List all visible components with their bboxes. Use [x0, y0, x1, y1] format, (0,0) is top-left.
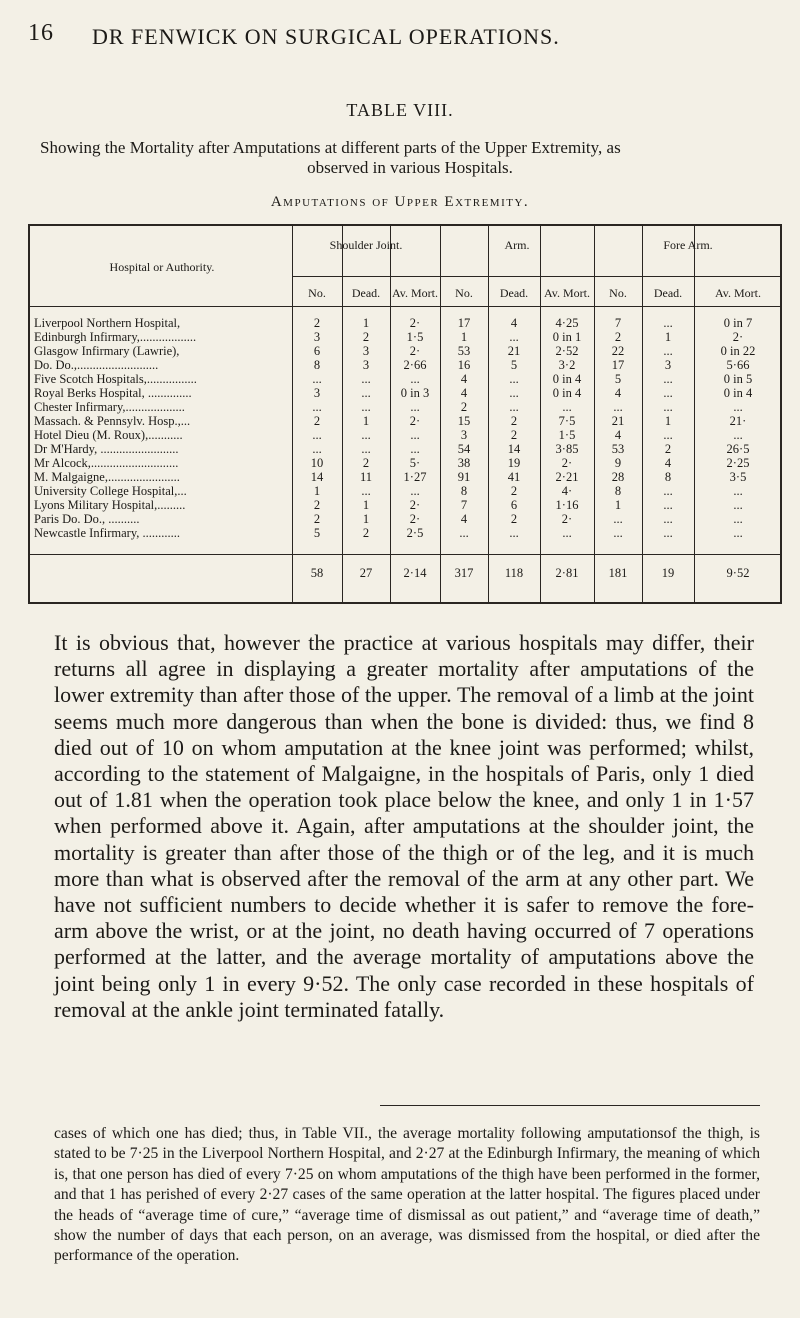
table-cell: ...	[361, 386, 371, 400]
hospital-name: Dr M'Hardy, .........................	[34, 442, 179, 456]
table-cell: 54	[457, 442, 471, 456]
table-cell: 7	[614, 316, 622, 330]
header-shoulder-joint: Shoulder Joint.	[329, 238, 403, 252]
table-cell: 4	[460, 386, 468, 400]
table-cell: 2	[313, 512, 321, 526]
table-cell: 5	[313, 526, 321, 540]
table-cell: ...	[613, 400, 623, 414]
table-cell: 10	[310, 456, 324, 470]
table-cell: 11	[359, 470, 373, 484]
total-cell: 2·81	[555, 566, 579, 580]
table-cell: 53	[457, 344, 471, 358]
table-cell: 5	[614, 372, 622, 386]
table-cell: 4	[460, 512, 468, 526]
table-cell: 22	[611, 344, 625, 358]
table-cell: ...	[663, 344, 673, 358]
table-hline	[30, 306, 780, 307]
table-subtitle: Amputations of Upper Extremity.	[270, 194, 530, 210]
hospital-name: Newcastle Infirmary, ............	[34, 526, 181, 540]
hospital-name: Do. Do.,..........................	[34, 358, 159, 372]
hospital-name: M. Malgaigne,.......................	[34, 470, 180, 484]
header-arm: Arm.	[504, 238, 530, 252]
table-cell: 14	[507, 442, 521, 456]
col-shoulder-avmort	[390, 316, 440, 540]
page-header	[28, 20, 780, 60]
table-cell: 4	[460, 372, 468, 386]
table-cell: 3	[362, 344, 370, 358]
table-cell: ...	[509, 526, 519, 540]
total-cell: 317	[454, 566, 474, 580]
hospital-name: Massach. & Pennsylv. Hosp.,...	[34, 414, 191, 428]
hospital-name: Edinburgh Infirmary,..................	[34, 330, 197, 344]
subheader-av-mort: Av. Mort.	[715, 286, 761, 300]
table-cell: 3·85	[555, 442, 579, 456]
table-cell: ...	[459, 526, 469, 540]
table-cell: 7·5	[558, 414, 576, 428]
table-cell: 2	[510, 428, 518, 442]
col-forearm-dead	[642, 316, 694, 540]
table-cell: 2	[313, 316, 321, 330]
table-cell: ...	[663, 428, 673, 442]
table-cell: ...	[410, 442, 420, 456]
table-cell: 3·5	[729, 470, 747, 484]
table-cell: 1·16	[555, 498, 579, 512]
table-cell: 4	[614, 386, 622, 400]
table-cell: 2·	[409, 344, 421, 358]
table-cell: 2·	[561, 456, 573, 470]
table-cell: 1·5	[558, 428, 576, 442]
table-cell: ...	[613, 512, 623, 526]
page-number: 16	[28, 20, 54, 46]
col-shoulder-no	[292, 316, 342, 540]
table-cell: 2	[614, 330, 622, 344]
total-cell: 19	[661, 566, 675, 580]
body-paragraph: It is obvious that, however the practice at various hospitals may differ, their returns all agree in displaying a greater mortality after amputations of the lower extremity than after those of the upper. The removal of a limb at the joint seems much more dangerous than when the bone is divided: thus, we find 8 died out of 10 on whom amputation at the knee joint was performed; whilst, according to the statement of Malgaigne, in the hospitals of Paris, only 1 died out of 1.81 when the operation took place below the knee, and only 1 in 1·57 when performed above it. Again, after amputations at the shoulder joint, the mortality is greater than after those of the thigh or of the leg, and it is much more than what is observed after the removal of the arm at any other part. We have not sufficient numbers to decide whether it is safer to remove the fore-arm above the wrist, or at the joint, no death having occurred of 7 operations performed at the latter, and the average mortality of amputations above the joint being only 1 in every 9·52. The only case recorded in these hospitals of removal at the ankle joint terminated fatally.	[54, 630, 754, 1022]
table-cell: 1·27	[403, 470, 427, 484]
header-hospital: Hospital or Authority.	[109, 260, 215, 274]
total-cell: 181	[608, 566, 628, 580]
table-cell: ...	[509, 386, 519, 400]
table-cell: ...	[663, 386, 673, 400]
table-cell: ...	[312, 372, 322, 386]
table-cell: 0 in 1	[552, 330, 582, 344]
table-cell: 1	[664, 330, 672, 344]
table-cell: ...	[733, 484, 743, 498]
table-cell: 8	[614, 484, 622, 498]
total-cell: 58	[310, 566, 324, 580]
table-cell: 1	[362, 316, 370, 330]
table-cell: ...	[361, 400, 371, 414]
table-cell: 2·	[732, 330, 744, 344]
hospital-name: Hotel Dieu (M. Roux),...........	[34, 428, 183, 442]
table-cell: ...	[733, 400, 743, 414]
subheader-av-mort: Av. Mort.	[392, 286, 438, 300]
table-cell: ...	[663, 484, 673, 498]
table-cell: ...	[663, 400, 673, 414]
table-cell: 0 in 3	[400, 386, 430, 400]
col-arm-dead	[488, 316, 540, 540]
table-cell: 21	[611, 414, 625, 428]
footnote-paragraph: cases of which one has died; thus, in Table VII., the average mortality following amputationsof the thigh, is stated to be 7·25 in the Liverpool Northern Hospital, and 2·27 at the Edinburgh Infirmary, the meaning of which is, that one person has died of every 7·25 on whom amputations of the thigh have been performed in the former, and that 1 has perished of every 2·27 cases of the same operation at the latter hospital. The figures placed under the heads of “average time of cure,” “average time of dismissal as out patient,” and “average time of death,” show the number of days that each person, on an average, was dismissed from the hospital, or died after the performance of the operation.	[54, 1125, 760, 1265]
table-cell: ...	[312, 428, 322, 442]
subheader-no: No.	[455, 286, 473, 300]
col-forearm-avmort	[694, 316, 782, 540]
table-cell: 14	[310, 470, 324, 484]
table-cell: 2·52	[555, 344, 579, 358]
table-cell: 5·	[409, 456, 421, 470]
table-cell: 2	[664, 442, 672, 456]
table-cell: 91	[457, 470, 471, 484]
table-cell: 4	[510, 316, 518, 330]
table-cell: ...	[509, 330, 519, 344]
table-cell: ...	[361, 484, 371, 498]
running-head: DR FENWICK ON SURGICAL OPERATIONS.	[92, 24, 560, 49]
table-cell: ...	[663, 512, 673, 526]
table-cell: ...	[663, 316, 673, 330]
table-cell: 1	[362, 414, 370, 428]
table-cell: 28	[611, 470, 625, 484]
table-cell: 2·	[409, 414, 421, 428]
table-cell: ...	[733, 526, 743, 540]
table-cell: 4·25	[555, 316, 579, 330]
table-cell: 8	[313, 358, 321, 372]
table-cell: 2	[362, 456, 370, 470]
table-cell: 9	[614, 456, 622, 470]
subheader-dead: Dead.	[653, 286, 683, 300]
hospital-name: Royal Berks Hospital, ..............	[34, 386, 192, 400]
table-cell: 2	[510, 484, 518, 498]
table-cell: 16	[457, 358, 471, 372]
hospital-name: Liverpool Northern Hospital,	[34, 316, 181, 330]
table-cell: ...	[509, 400, 519, 414]
table-cell: 5·66	[726, 358, 750, 372]
table-cell: ...	[562, 526, 572, 540]
table-cell: 2·25	[726, 456, 750, 470]
table-caption	[40, 138, 780, 178]
table-cell: 1	[362, 512, 370, 526]
table-cell: 53	[611, 442, 625, 456]
col-shoulder-dead	[342, 316, 390, 540]
table-cell: 2·5	[406, 526, 424, 540]
table-cell: 1	[313, 484, 321, 498]
table-cell: ...	[733, 498, 743, 512]
col-arm-avmort	[540, 316, 594, 540]
table-cell: 2	[510, 512, 518, 526]
table-cell: ...	[562, 400, 572, 414]
table-cell: 0 in 4	[723, 386, 753, 400]
total-cell: 2·14	[403, 566, 427, 580]
col-forearm-no	[594, 316, 642, 540]
table-cell: 4·	[561, 484, 573, 498]
table-cell: 2·	[409, 316, 421, 330]
table-cell: ...	[613, 526, 623, 540]
table-cell: ...	[733, 428, 743, 442]
footnote-rule	[380, 1105, 760, 1106]
table-cell: 2	[313, 414, 321, 428]
subheader-no: No.	[308, 286, 326, 300]
table-cell: 8	[664, 470, 672, 484]
table-title: TABLE VIII.	[346, 100, 454, 120]
table-cell: 2·21	[555, 470, 579, 484]
table-cell: ...	[663, 372, 673, 386]
table-cell: ...	[509, 372, 519, 386]
table-cell: 0 in 7	[723, 316, 753, 330]
total-cell: 27	[359, 566, 373, 580]
subheader-dead: Dead.	[351, 286, 381, 300]
table-cell: ...	[361, 372, 371, 386]
subheader-no: No.	[609, 286, 627, 300]
total-cell: 9·52	[726, 566, 750, 580]
table-cell: 21·	[729, 414, 747, 428]
table-cell: 8	[460, 484, 468, 498]
table-cell: 7	[460, 498, 468, 512]
table-cell: 0 in 22	[720, 344, 756, 358]
table-cell: 5	[510, 358, 518, 372]
table-cell: 0 in 4	[552, 372, 582, 386]
col-arm-no	[440, 316, 488, 540]
table-cell: 38	[457, 456, 471, 470]
table-cell: 1	[362, 498, 370, 512]
table-cell: 15	[457, 414, 471, 428]
mortality-table	[28, 224, 782, 604]
table-cell: 3	[362, 358, 370, 372]
table-cell: 4	[664, 456, 672, 470]
table-cell: 3·2	[558, 358, 576, 372]
table-cell: 21	[507, 344, 521, 358]
table-cell: 2	[362, 330, 370, 344]
table-cell: 3	[313, 330, 321, 344]
table-cell: 1	[614, 498, 622, 512]
table-cell: 2	[460, 400, 468, 414]
table-cell: 2·	[561, 512, 573, 526]
table-cell: 19	[507, 456, 521, 470]
table-cell: ...	[663, 526, 673, 540]
hospital-name: Five Scotch Hospitals,................	[34, 372, 197, 386]
table-cell: 0 in 5	[723, 372, 753, 386]
table-hline	[30, 554, 780, 555]
table-cell: 6	[510, 498, 518, 512]
table-cell: ...	[410, 372, 420, 386]
table-cell: 3	[664, 358, 672, 372]
table-cell: 1	[460, 330, 468, 344]
table-cell: 2	[510, 414, 518, 428]
table-cell: ...	[733, 512, 743, 526]
hospital-name: Lyons Military Hospital,.........	[34, 498, 186, 512]
table-cell: ...	[410, 484, 420, 498]
table-cell: 41	[507, 470, 521, 484]
table-cell: ...	[312, 400, 322, 414]
hospital-name: University College Hospital,...	[34, 484, 187, 498]
hospital-name: Chester Infirmary,...................	[34, 400, 185, 414]
table-cell: 17	[611, 358, 625, 372]
table-cell: 3	[313, 386, 321, 400]
header-fore-arm: Fore Arm.	[663, 238, 713, 252]
table-cell: 1·5	[406, 330, 424, 344]
caption-line-1: Showing the Mortality after Amputations at different parts of the Upper Extremity, as	[40, 138, 621, 157]
table-cell: ...	[410, 428, 420, 442]
table-cell: 0 in 4	[552, 386, 582, 400]
table-cell: 2·	[409, 498, 421, 512]
hospital-list	[34, 316, 292, 540]
table-cell: 2·66	[403, 358, 427, 372]
table-cell: ...	[663, 498, 673, 512]
hospital-name: Paris Do. Do., ..........	[34, 512, 140, 526]
table-cell: 17	[457, 316, 471, 330]
table-cell: 26·5	[726, 442, 750, 456]
caption-line-2: observed in various Hospitals.	[307, 158, 513, 177]
table-cell: 4	[614, 428, 622, 442]
table-cell: ...	[410, 400, 420, 414]
hospital-name: Glasgow Infirmary (Lawrie),	[34, 344, 180, 358]
subheader-av-mort: Av. Mort.	[544, 286, 590, 300]
table-cell: 1	[664, 414, 672, 428]
table-cell: 2	[362, 526, 370, 540]
table-cell: 2·	[409, 512, 421, 526]
table-cell: 2	[313, 498, 321, 512]
table-hline	[292, 276, 780, 277]
hospital-name: Mr Alcock,............................	[34, 456, 179, 470]
table-cell: ...	[361, 428, 371, 442]
table-cell: ...	[361, 442, 371, 456]
subheader-dead: Dead.	[499, 286, 529, 300]
total-cell: 118	[504, 566, 524, 580]
table-cell: 6	[313, 344, 321, 358]
table-cell: ...	[312, 442, 322, 456]
table-cell: 3	[460, 428, 468, 442]
